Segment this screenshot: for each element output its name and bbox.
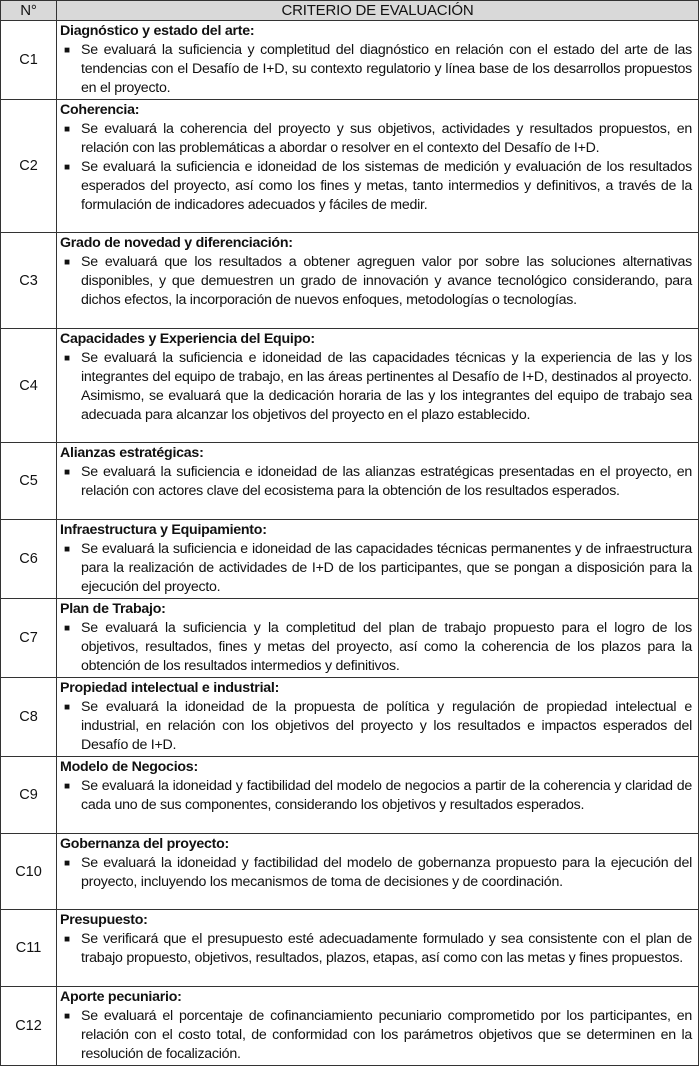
table-row (1, 599, 699, 678)
list-item (60, 1007, 692, 1064)
table-row (1, 233, 699, 329)
list-item (60, 463, 692, 501)
criterion-cell (57, 757, 699, 834)
criterion-bullets (60, 41, 692, 98)
criterion-cell (57, 834, 699, 910)
square-bullet-icon: ■ (64, 353, 70, 364)
criterion-bullets (60, 1007, 692, 1064)
criterion-number: C4 (1, 329, 57, 443)
square-bullet-icon: ■ (64, 45, 70, 56)
table-row (1, 100, 699, 233)
criterion-text: Se evaluará la suficiencia e idoneidad de las alianzas estratégicas presentadas en el proyecto, en relación con actores clave del ecosistema para la obtención de los resultados esperados. (81, 464, 692, 499)
criterion-bullets (60, 854, 692, 892)
table-row (1, 21, 699, 100)
criterion-number: C10 (1, 834, 57, 910)
criterion-text: Se evaluará la coherencia del proyecto y sus objetivos, actividades y resultados propuestos, en relación con las problemáticas a abordar o resolver en el contexto del Desafío de I+D. (81, 121, 692, 156)
square-bullet-icon: ■ (64, 934, 70, 945)
criterion-cell (57, 520, 699, 599)
criterion-bullets (60, 120, 692, 215)
list-item (60, 854, 692, 892)
criterion-title: Coherencia: (60, 102, 140, 118)
table-row (1, 834, 699, 910)
list-item (60, 930, 692, 968)
list-item (60, 777, 692, 815)
table-header-row (1, 1, 699, 21)
header-criterion: CRITERIO DE EVALUACIÓN (57, 1, 699, 21)
criterion-title: Modelo de Negocios: (60, 759, 198, 775)
criterion-title: Infraestructura y Equipamiento: (60, 522, 267, 538)
square-bullet-icon: ■ (64, 623, 70, 634)
criterion-bullets (60, 619, 692, 676)
criterion-bullets (60, 253, 692, 310)
criterion-number: C12 (1, 987, 57, 1066)
table-row (1, 443, 699, 520)
criterion-number: C11 (1, 910, 57, 987)
criterion-bullets (60, 540, 692, 597)
criterion-text: Se evaluará la suficiencia y la completitud del plan de trabajo propuesto para el logro de los objetivos, resultados, fines y metas del proyecto, así como la coherencia de los plazos para la obtención de los resultados intermedios y definitivos. (81, 620, 692, 674)
square-bullet-icon: ■ (64, 702, 70, 713)
criterion-number: C5 (1, 443, 57, 520)
criterion-number: C6 (1, 520, 57, 599)
list-item (60, 253, 692, 310)
square-bullet-icon: ■ (64, 162, 70, 173)
criterion-text: Se evaluará que los resultados a obtener agreguen valor por sobre las soluciones alternativas disponibles, y que demuestren un grado de innovación y avance tecnológico considerando, para dichos efectos, la incorporación de nuevos enfoques, metodologías o tecnologías. (81, 254, 692, 308)
criterion-title: Grado de novedad y diferenciación: (60, 235, 293, 251)
criterion-text: Se evaluará la idoneidad de la propuesta de política y regulación de propiedad intelectual e industrial, en relación con los objetivos del proyecto y los resultados e impactos esperados del Desafío de I+D. (81, 699, 692, 753)
square-bullet-icon: ■ (64, 124, 70, 135)
criterion-text: Se evaluará la suficiencia e idoneidad de las capacidades técnicas permanentes y de infraestructura para la realización de actividades de I+D de los participantes, que se pongan a disposición para la ejecución del proyecto. (81, 541, 692, 595)
list-item (60, 540, 692, 597)
criterion-cell (57, 599, 699, 678)
criterion-title: Alianzas estratégicas: (60, 445, 204, 461)
criterion-text: Se verificará que el presupuesto esté adecuadamente formulado y sea consistente con el plan de trabajo propuesto, objetivos, resultados, plazos, etapas, así como con las metas y fines propuestos. (81, 931, 692, 966)
criterion-text: Se evaluará la idoneidad y factibilidad del modelo de negocios a partir de la coherencia y claridad de cada uno de sus componentes, considerando los objetivos y resultados esperados. (81, 778, 692, 813)
list-item (60, 158, 692, 215)
criterion-title: Presupuesto: (60, 912, 148, 928)
criterion-number: C9 (1, 757, 57, 834)
criterion-text: Se evaluará la suficiencia e idoneidad de los sistemas de medición y evaluación de los resultados esperados del proyecto, así como los fines y metas, tanto intermedios y definitivos, a través de la formulación de indicadores adecuados y fáciles de medir. (81, 159, 692, 213)
table-row (1, 329, 699, 443)
list-item (60, 349, 692, 425)
criterion-cell (57, 329, 699, 443)
criterion-bullets (60, 349, 692, 425)
square-bullet-icon: ■ (64, 467, 70, 478)
table-row (1, 910, 699, 987)
criterion-cell (57, 443, 699, 520)
criterion-text: Se evaluará la suficiencia e idoneidad de las capacidades técnicas y la experiencia de las y los integrantes del equipo de trabajo, en las áreas pertinentes al Desafío de I+D, destinados al proyecto. Asimismo, se evaluará que la dedicación horaria de las y los integrantes del equipo de trabajo sea adecuada para alcanzar los objetivos del proyecto en el plazo establecido. (81, 350, 692, 423)
criterion-number: C3 (1, 233, 57, 329)
criterion-cell (57, 21, 699, 100)
criterion-title: Diagnóstico y estado del arte: (60, 23, 255, 39)
criterion-cell (57, 678, 699, 757)
criterion-title: Aporte pecuniario: (60, 989, 182, 1005)
criterion-title: Gobernanza del proyecto: (60, 836, 230, 852)
square-bullet-icon: ■ (64, 781, 70, 792)
list-item (60, 698, 692, 755)
criterion-number: C7 (1, 599, 57, 678)
criterion-cell (57, 100, 699, 233)
list-item (60, 120, 692, 158)
criterion-bullets (60, 463, 692, 501)
criterion-bullets (60, 698, 692, 755)
criterion-title: Propiedad intelectual e industrial: (60, 680, 280, 696)
criterion-text: Se evaluará la idoneidad y factibilidad del modelo de gobernanza propuesto para la ejecución del proyecto, incluyendo los mecanismos de toma de decisiones y de coordinación. (81, 855, 692, 890)
criterion-cell (57, 233, 699, 329)
table-row (1, 520, 699, 599)
table-row (1, 678, 699, 757)
criterion-bullets (60, 930, 692, 968)
criterion-bullets (60, 777, 692, 815)
criterion-title: Capacidades y Experiencia del Equipo: (60, 331, 315, 347)
table-row (1, 757, 699, 834)
table-row (1, 987, 699, 1066)
criterion-number: C2 (1, 100, 57, 233)
square-bullet-icon: ■ (64, 544, 70, 555)
criterion-number: C8 (1, 678, 57, 757)
square-bullet-icon: ■ (64, 257, 70, 268)
criterion-cell (57, 987, 699, 1066)
header-number: N° (1, 1, 57, 21)
list-item (60, 619, 692, 676)
criterion-text: Se evaluará la suficiencia y completitud del diagnóstico en relación con el estado del arte de las tendencias con el Desafío de I+D, su contexto regulatorio y línea base de los desarrollos propuestos en el proyecto. (81, 42, 692, 96)
square-bullet-icon: ■ (64, 1011, 70, 1022)
criterion-title: Plan de Trabajo: (60, 601, 166, 617)
criterion-text: Se evaluará el porcentaje de cofinanciamiento pecuniario comprometido por los participantes, en relación con el costo total, de conformidad con los parámetros objetivos que se determinen en la resolución de focalización. (81, 1008, 692, 1062)
criterion-cell (57, 910, 699, 987)
list-item (60, 41, 692, 98)
criterion-number: C1 (1, 21, 57, 100)
square-bullet-icon: ■ (64, 858, 70, 869)
